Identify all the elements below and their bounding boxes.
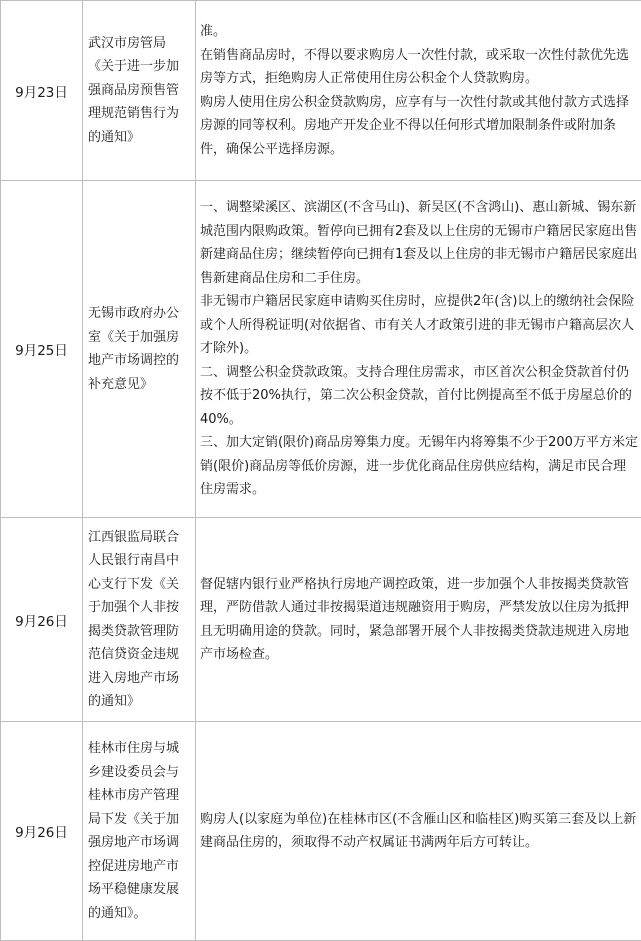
content-cell (196, 722, 641, 941)
table-row (1, 518, 641, 722)
agency-cell: 桂林市住房与城乡建设委员会与桂林市房产管理局下发《关于加强房地产市场调控促进房地产市场平稳健康发展的通知》。 (83, 722, 196, 941)
date-cell: 9月26日 (1, 722, 83, 941)
content-paragraph: 督促辖内银行业严格执行房地产调控政策，进一步加强个人非按揭类贷款管理，严防借款人通过非按揭渠道违规融资用于购房，严禁发放以住房为抵押且无明确用途的贷款。同时，紧急部署开展个人非按揭类贷款违规进入房地产市场检查。 (200, 576, 630, 662)
agency-cell: 武汉市房管局《关于进一步加强商品房预售管理规范销售行为的通知》 (83, 1, 196, 181)
table-row (1, 1, 641, 181)
date-cell: 9月26日 (1, 518, 83, 722)
table-row (1, 181, 641, 518)
content-paragraph: 非无锡市户籍居民家庭申请购买住房时，应提供2年(含)以上的缴纳社会保险或个人所得税证明(对依据省、市有关人才政策引进的非无锡市户籍高层次人才除外)。 (200, 294, 635, 357)
content-cell (196, 181, 641, 518)
content-paragraph: 在销售商品房时，不得以要求购房人一次性付款，或采取一次性付款优先选房等方式，拒绝购房人正常使用住房公积金个人贷款购房。 (200, 47, 630, 86)
table-row (1, 722, 641, 941)
date-cell: 9月25日 (1, 181, 83, 518)
content-paragraph: 准。 (200, 24, 227, 39)
content-paragraph: 一、调整梁溪区、滨湖区(不含马山)、新吴区(不含鸿山)、惠山新城、锡东新城范围内限购政策。暂停向已拥有2套及以上住房的无锡市户籍居民家庭出售新建商品住房；继续暂停向已拥有1套及以上住房的非无锡市户籍居民家庭出售新建商品住房和二手住房。 (200, 200, 638, 286)
agency-cell: 无锡市政府办公室《关于加强房地产市场调控的补充意见》 (83, 181, 196, 518)
content-paragraph: 三、加大定销(限价)商品房筹集力度。无锡年内将筹集不少于200万平方米定销(限价)商品房等低价房源，进一步优化商品住房供应结构，满足市民合理住房需求。 (200, 435, 638, 498)
content-cell (196, 518, 641, 722)
date-cell: 9月23日 (1, 1, 83, 181)
content-paragraph: 购房人(以家庭为单位)在桂林市区(不含雁山区和临桂区)购买第三套及以上新建商品住房的，须取得不动产权属证书满两年后方可转让。 (200, 811, 637, 850)
agency-cell: 江西银监局联合人民银行南昌中心支行下发《关于加强个人非按揭类贷款管理防范信贷资金违规进入房地产市场的通知》 (83, 518, 196, 722)
content-paragraph: 购房人使用住房公积金贷款购房，应享有与一次性付款或其他付款方式选择房源的同等权利。房地产开发企业不得以任何形式增加限制条件或附加条件，确保公平选择房源。 (200, 94, 630, 157)
content-paragraph: 二、调整公积金贷款政策。支持合理住房需求，市区首次公积金贷款首付仍按不低于20%执行，第二次公积金贷款，首付比例提高至不低于房屋总价的40%。 (200, 364, 632, 427)
content-cell (196, 1, 641, 181)
